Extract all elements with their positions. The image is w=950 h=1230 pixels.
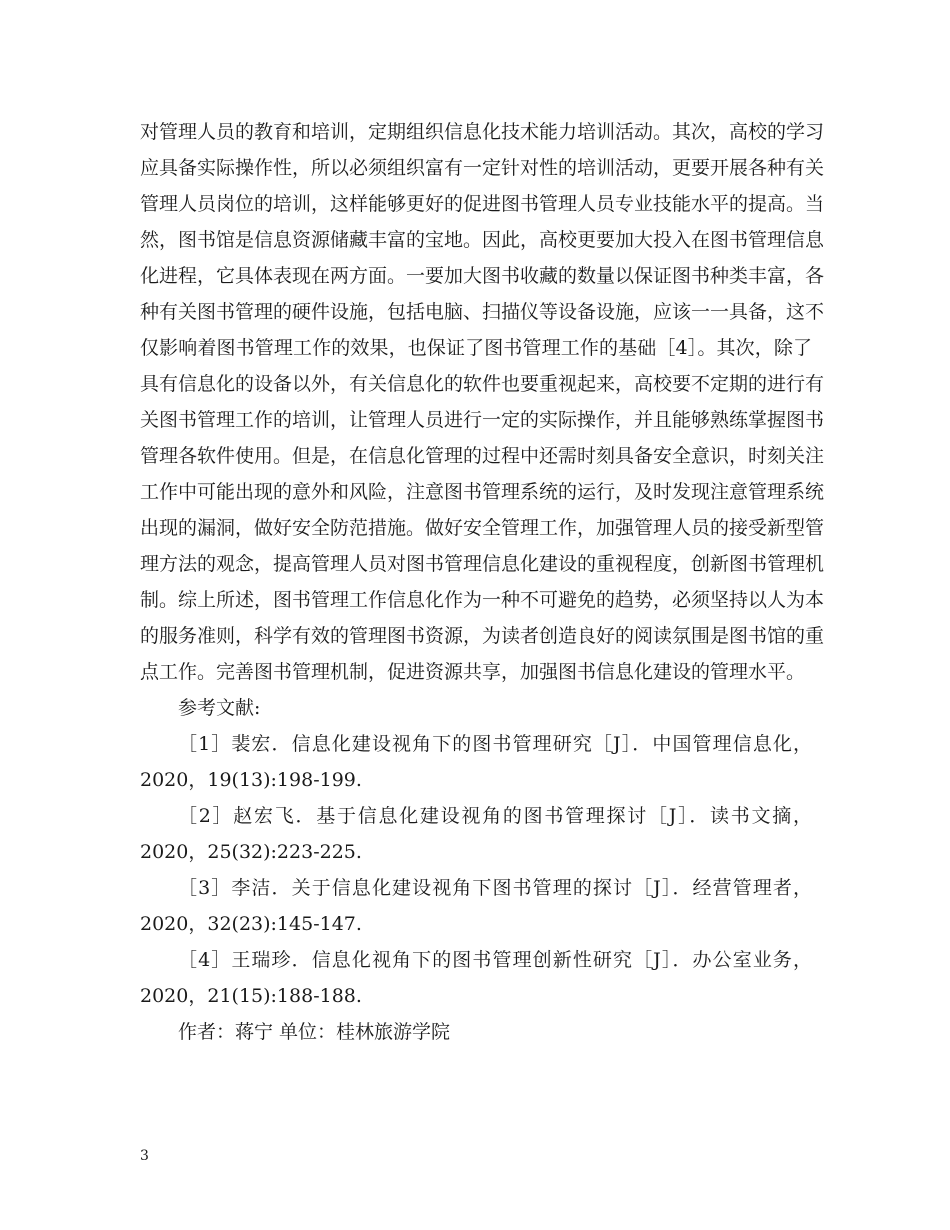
body-line: 出现的漏洞，做好安全防范措施。做好安全管理工作，加强管理人员的接受新型管 bbox=[140, 517, 825, 539]
body-line-last: 点工作。完善图书管理机制，促进资源共享，加强图书信息化建设的管理水平。 bbox=[140, 661, 806, 683]
reference-1: ［1］裴宏．信息化建设视角下的图书管理研究［J］．中国管理信息化， bbox=[178, 733, 812, 755]
body-line: 对管理人员的教育和培训，定期组织信息化技术能力培训活动。其次，高校的学习 bbox=[140, 121, 825, 143]
reference-3-cont: 2020，32(23):145-147. bbox=[140, 913, 362, 935]
body-line: 应具备实际操作性，所以必须组织富有一定针对性的培训活动，更要开展各种有关 bbox=[140, 157, 825, 179]
body-line: 仅影响着图书管理工作的效果，也保证了图书管理工作的基础［4］。其次，除了 bbox=[140, 337, 812, 359]
reference-2-cont: 2020，25(32):223-225. bbox=[140, 841, 362, 863]
body-line: 工作中可能出现的意外和风险，注意图书管理系统的运行，及时发现注意管理系统 bbox=[140, 481, 825, 503]
body-line: 具有信息化的设备以外，有关信息化的软件也要重视起来，高校要不定期的进行有 bbox=[140, 373, 825, 395]
body-line: 然，图书馆是信息资源储藏丰富的宝地。因此，高校更要加大投入在图书管理信息 bbox=[140, 229, 825, 251]
body-line: 种有关图书管理的硬件设施，包括电脑、扫描仪等设备设施，应该一一具备，这不 bbox=[140, 301, 825, 323]
author-line: 作者：蒋宁 单位：桂林旅游学院 bbox=[178, 1021, 451, 1043]
body-line: 管理人员岗位的培训，这样能够更好的促进图书管理人员专业技能水平的提高。当 bbox=[140, 193, 825, 215]
references-heading: 参考文献: bbox=[178, 697, 261, 719]
reference-2: ［2］赵宏飞．基于信息化建设视角的图书管理探讨［J］．读书文摘， bbox=[178, 805, 812, 827]
body-line: 化进程，它具体表现在两方面。一要加大图书收藏的数量以保证图书种类丰富，各 bbox=[140, 265, 825, 287]
body-line: 的服务准则，科学有效的管理图书资源，为读者创造良好的阅读氛围是图书馆的重 bbox=[140, 625, 825, 647]
page-number: 3 bbox=[140, 1148, 149, 1164]
reference-4: ［4］王瑞珍．信息化视角下的图书管理创新性研究［J］．办公室业务， bbox=[178, 949, 812, 971]
body-line: 理方法的观念，提高管理人员对图书管理信息化建设的重视程度，创新图书管理机 bbox=[140, 553, 825, 575]
body-line: 管理各软件使用。但是，在信息化管理的过程中还需时刻具备安全意识，时刻关注 bbox=[140, 445, 825, 467]
reference-4-cont: 2020，21(15):188-188. bbox=[140, 985, 362, 1007]
reference-1-cont: 2020，19(13):198-199. bbox=[140, 769, 362, 791]
body-line: 制。综上所述，图书管理工作信息化作为一种不可避免的趋势，必须坚持以人为本 bbox=[140, 589, 825, 611]
body-line: 关图书管理工作的培训，让管理人员进行一定的实际操作，并且能够熟练掌握图书 bbox=[140, 409, 825, 431]
reference-3: ［3］李洁．关于信息化建设视角下图书管理的探讨［J］．经营管理者， bbox=[178, 877, 812, 899]
